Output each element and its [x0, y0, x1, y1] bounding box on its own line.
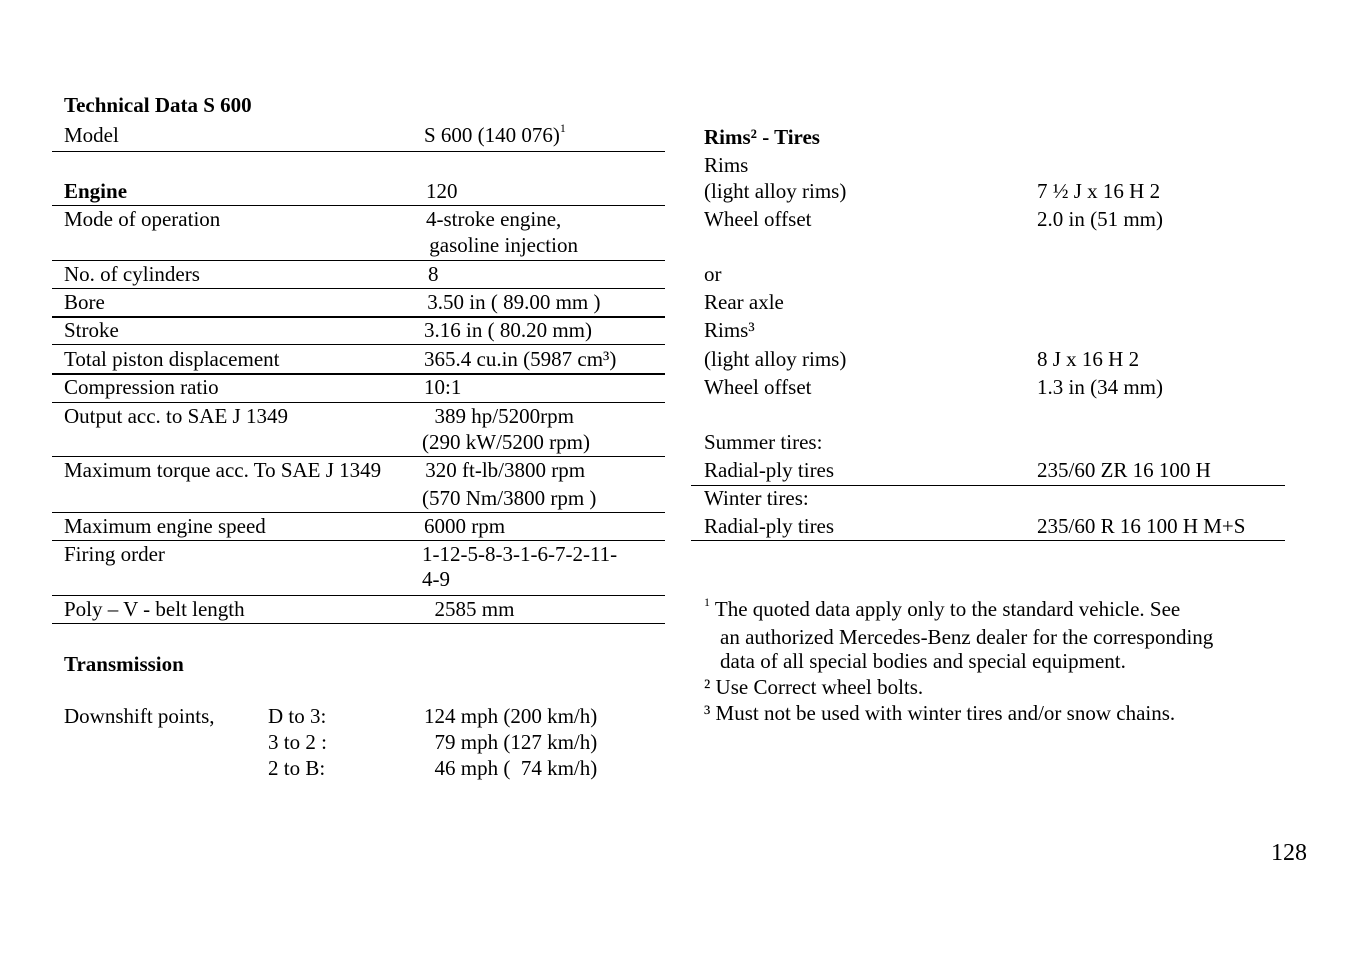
row-label-mode: Mode of operation [64, 207, 221, 231]
row-value-torque: 320 ft-lb/3800 rpm [420, 458, 586, 482]
tires-label: Summer tires: [704, 430, 823, 454]
row-label-stroke: Stroke [64, 318, 119, 342]
row-label-torque: Maximum torque acc. To SAE J 1349 [64, 458, 382, 482]
row-label-cylinders: No. of cylinders [64, 262, 200, 286]
rims-label: Rims [704, 153, 749, 177]
footnote-1-line-3: data of all special bodies and special equipment. [720, 649, 1126, 673]
tires-value: 235/60 R 16 100 H M+S [1037, 514, 1246, 538]
row-value-max-speed: 6000 rpm [424, 514, 506, 538]
footnote-ref-1: 1 [559, 121, 566, 135]
row-label-displacement: Total piston displacement [64, 347, 280, 371]
row-label-bore: Bore [64, 290, 105, 314]
downshift-range: 3 to 2 : [268, 730, 327, 754]
row-value-torque-2: (570 Nm/3800 rpm ) [422, 486, 597, 510]
footnote-2: ² Use Correct wheel bolts. [704, 675, 924, 699]
row-label-output: Output acc. to SAE J 1349 [64, 404, 288, 428]
rims-value: 8 J x 16 H 2 [1037, 347, 1140, 371]
tires-label: Winter tires: [704, 486, 809, 510]
transmission-heading: Transmission [64, 652, 184, 676]
rims-label: Wheel offset [704, 375, 812, 399]
rims-label: Rear axle [704, 290, 784, 314]
row-value-mode: 4-stroke engine, [426, 207, 562, 231]
rims-value: 2.0 in (51 mm) [1037, 207, 1163, 231]
tires-value: 235/60 ZR 16 100 H [1037, 458, 1211, 482]
row-value-firing-order: 1-12-5-8-3-1-6-7-2-11- [422, 542, 618, 566]
tires-label: Radial-ply tires [704, 458, 835, 482]
row-label-firing-order: Firing order [64, 542, 165, 566]
model-value: S 600 (140 076)$^1$ [424, 121, 566, 147]
rims-label: (light alloy rims) [704, 347, 847, 371]
rims-value: 7 ½ J x 16 H 2 [1037, 179, 1161, 203]
row-label-max-speed: Maximum engine speed [64, 514, 266, 538]
downshift-range: 2 to B: [268, 756, 326, 780]
row-value-displacement: 365.4 cu.in (5987 cm³) [424, 347, 617, 371]
downshift-speed: 46 mph ( 74 km/h) [424, 756, 598, 780]
footnote-1: $^1$ The quoted data apply only to the standard vehicle. See [704, 595, 1181, 621]
engine-value: 120 [426, 179, 458, 203]
row-value-bore: 3.50 in ( 89.00 mm ) [422, 290, 601, 314]
footnote-1-line-2: an authorized Mercedes-Benz dealer for the corresponding [720, 625, 1214, 649]
page-number: 128 [1271, 840, 1307, 866]
downshift-label: Downshift points, [64, 704, 215, 728]
downshift-range: D to 3: [268, 704, 327, 728]
divider [691, 540, 1285, 541]
row-label-compression: Compression ratio [64, 375, 219, 399]
divider [52, 344, 665, 345]
rims-label: (light alloy rims) [704, 179, 847, 203]
rims-label: Wheel offset [704, 207, 812, 231]
divider [52, 623, 665, 624]
downshift-speed: 79 mph (127 km/h) [424, 730, 598, 754]
rims-tires-heading: Rims² - Tires [704, 125, 820, 149]
rims-label: or [704, 262, 722, 286]
rims-label: Rims³ [704, 318, 755, 342]
row-value-output: 389 hp/5200rpm [424, 404, 574, 428]
row-value-mode-2: gasoline injection [424, 233, 578, 257]
downshift-speed: 124 mph (200 km/h) [424, 704, 598, 728]
row-label-belt-length: Poly – V - belt length [64, 597, 245, 621]
tires-label: Radial-ply tires [704, 514, 835, 538]
divider [52, 151, 665, 152]
row-value-stroke: 3.16 in ( 80.20 mm) [424, 318, 592, 342]
model-label: Model [64, 123, 119, 147]
footnote-3: ³ Must not be used with winter tires and/or snow chains. [704, 701, 1176, 725]
row-value-output-2: (290 kW/5200 rpm) [422, 430, 590, 454]
page-title: Technical Data S 600 [64, 93, 252, 117]
row-value-compression: 10:1 [424, 375, 462, 399]
rims-value: 1.3 in (34 mm) [1037, 375, 1163, 399]
row-value-firing-order-2: 4-9 [422, 567, 450, 591]
row-value-belt-length: 2585 mm [424, 597, 515, 621]
row-value-cylinders: 8 [428, 262, 439, 286]
engine-heading: Engine [64, 179, 128, 203]
